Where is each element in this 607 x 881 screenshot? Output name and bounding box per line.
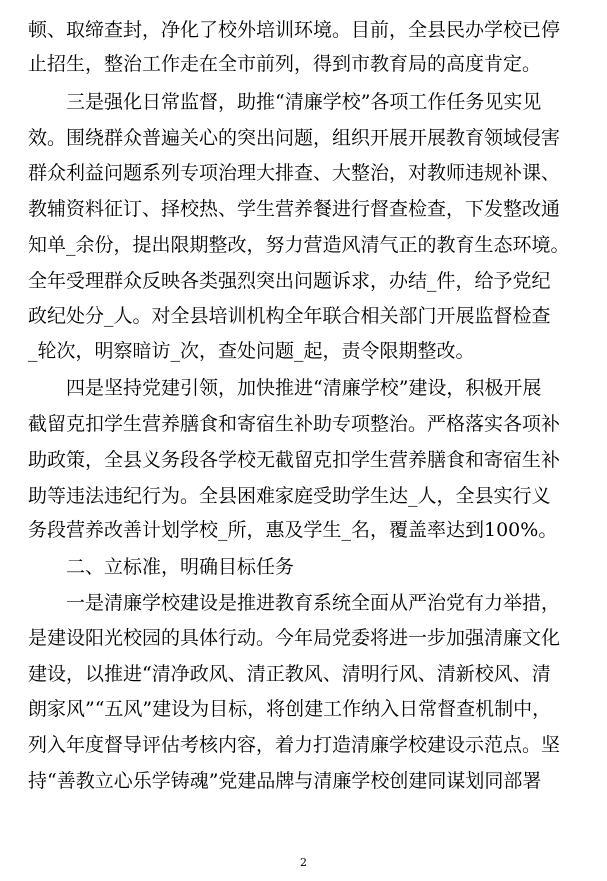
text-line-22: 持“善教立心乐学铸魂”党建品牌与清廉学校创建同谋划同部署 bbox=[28, 770, 542, 792]
text-line-21: 列入年度督导评估考核内容，着力打造清廉学校建设示范点。坚 bbox=[28, 734, 561, 756]
text-line-14: 助等违法违纪行为。全县困难家庭受助学生达_人，全县实行义 bbox=[28, 485, 551, 507]
text-line-9: 政纪处分_人。对全县培训机构全年联合相关部门开展监督检查 bbox=[28, 305, 551, 327]
section-heading: 二、立标准，明确目标任务 bbox=[66, 556, 295, 578]
text-line-13: 助政策，全县义务段各学校无截留克扣学生营养膳食和寄宿生补 bbox=[28, 449, 561, 471]
text-line-19: 建设，以推进“清净政风、清正教风、清明行风、清新校风、清 bbox=[28, 663, 551, 685]
text-line-2: 止招生，整治工作走在全市前列，得到市教育局的高度肯定。 bbox=[28, 53, 542, 75]
text-line-6: 教辅资料征订、择校热、学生营养餐进行督查检查，下发整改通 bbox=[28, 198, 561, 220]
text-line-5: 群众利益问题系列专项治理大排查、大整治，对教师违规补课、 bbox=[28, 162, 561, 184]
text-line-7: 知单_余份，提出限期整改，努力营造风清气正的教育生态环境。 bbox=[28, 234, 570, 256]
text-line-10: _轮次，明察暗访_次，查处问题_起，责令限期整改。 bbox=[28, 340, 475, 362]
text-line-17: 一是清廉学校建设是推进教育系统全面从严治党有力举措， bbox=[66, 592, 561, 614]
text-line-3: 三是强化日常监督，助推“清廉学校”各项工作任务见实见 bbox=[66, 91, 542, 113]
text-line-20: 朗家风”“五风”建设为目标，将创建工作纳入日常督查机制中， bbox=[28, 698, 552, 720]
text-line-15: 务段营养改善计划学校_所，惠及学生_名，覆盖率达到100%。 bbox=[28, 519, 558, 541]
text-line-11: 四是坚持党建引领，加快推进“清廉学校”建设，积极开展 bbox=[66, 377, 542, 399]
page-number: 2 bbox=[300, 856, 307, 869]
text-line-1: 顿、取缔查封，净化了校外培训环境。目前，全县民办学校已停 bbox=[28, 19, 561, 41]
text-line-4: 效。围绕群众普遍关心的突出问题，组织开展开展教育领域侵害 bbox=[28, 127, 561, 149]
text-line-18: 是建设阳光校园的具体行动。今年局党委将进一步加强清廉文化 bbox=[28, 627, 561, 649]
text-line-12: 截留克扣学生营养膳食和寄宿生补助专项整治。严格落实各项补 bbox=[28, 413, 561, 435]
text-line-8: 全年受理群众反映各类强烈突出问题诉求，办结_件，给予党纪 bbox=[28, 270, 551, 292]
